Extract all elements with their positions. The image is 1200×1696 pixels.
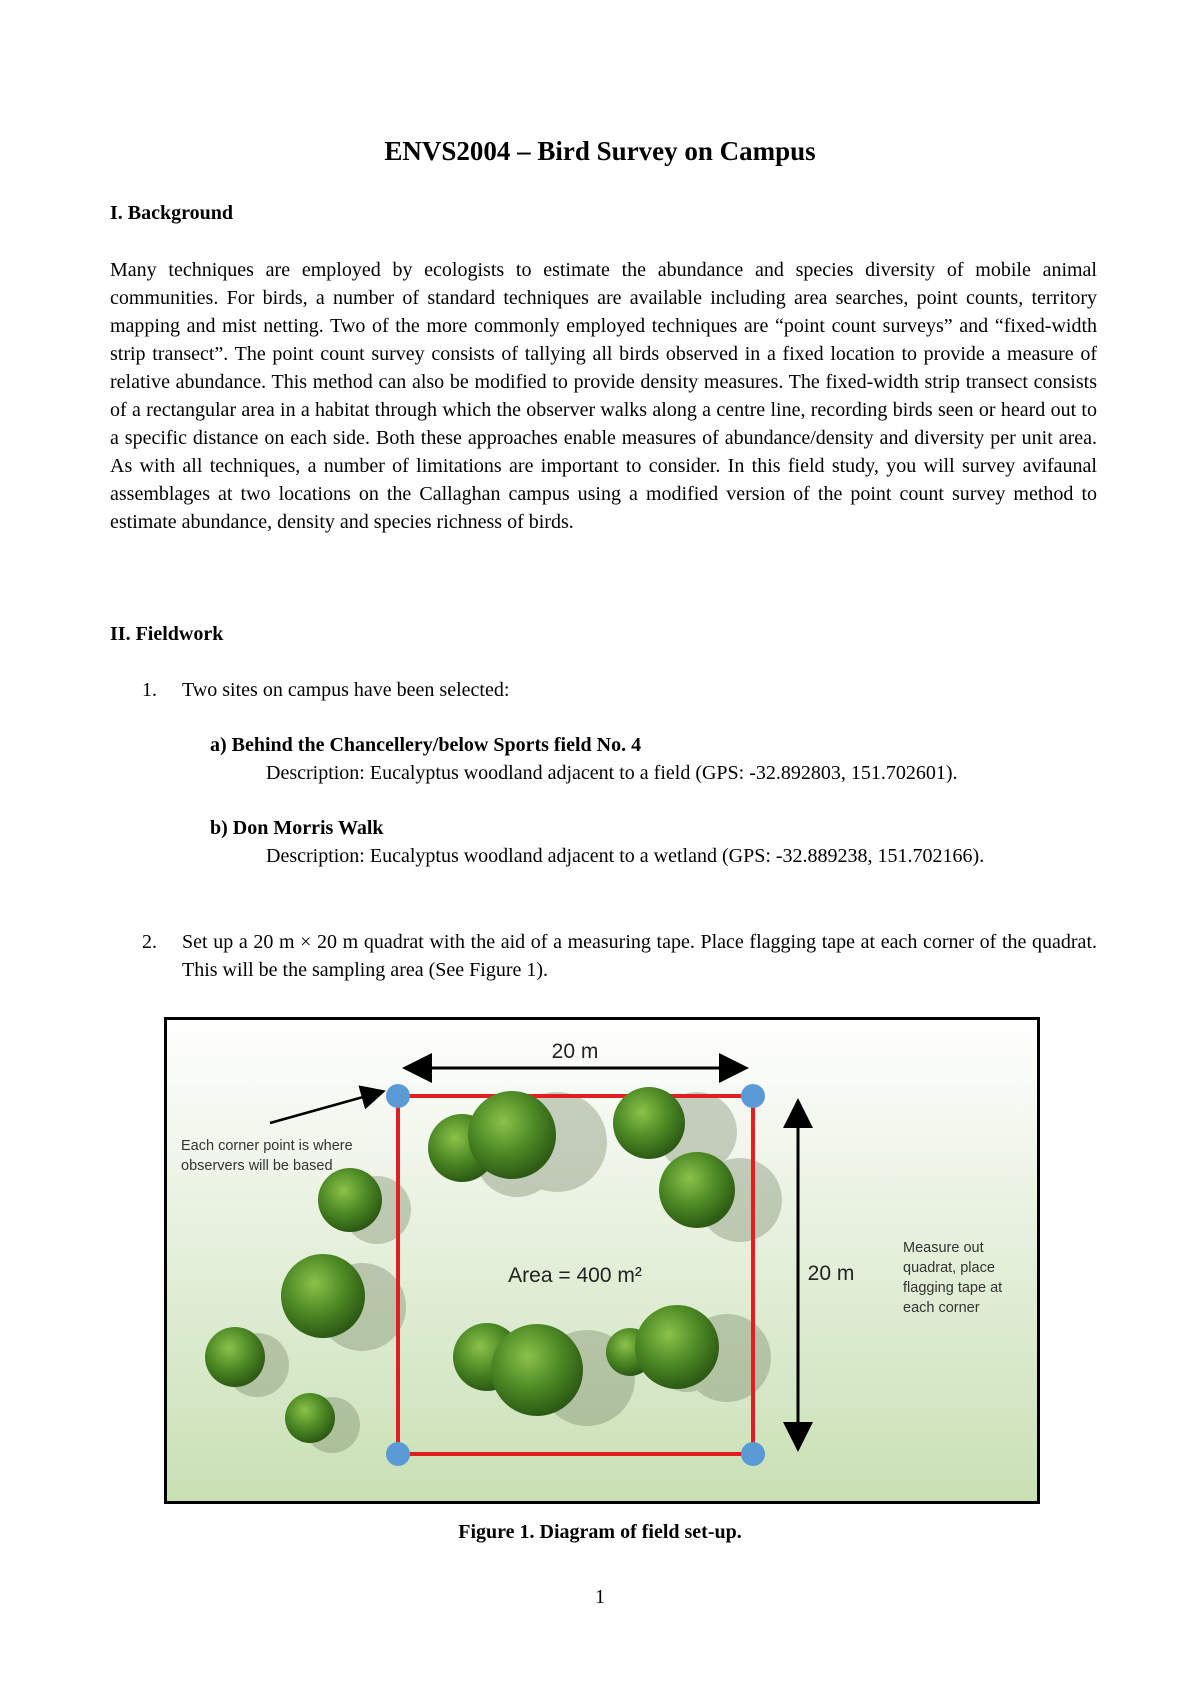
step-1-text: Two sites on campus have been selected: — [182, 679, 510, 701]
measure-note-line1: Measure out — [903, 1240, 984, 1256]
measure-note-line2: quadrat, place — [903, 1260, 995, 1276]
area-label: Area = 400 m² — [508, 1264, 642, 1287]
corner-note-line2: observers will be based — [181, 1158, 333, 1174]
diagram-svg — [167, 1020, 1037, 1501]
site-b-title: b) Don Morris Walk — [210, 817, 384, 839]
measure-note-line3: flagging tape at — [903, 1280, 1003, 1296]
section-heading-fieldwork: II. Fieldwork — [110, 623, 224, 645]
page-title: ENVS2004 – Bird Survey on Campus — [384, 136, 816, 166]
site-a-description: Description: Eucalyptus woodland adjacent to a field (GPS: -32.892803, 151.702601). — [266, 762, 958, 784]
tree-icon — [318, 1168, 382, 1232]
section-heading-background: I. Background — [110, 202, 234, 224]
step-2-text: Set up a 20 m × 20 m quadrat with the aid of a measuring tape. Place flagging tape at each corner of the quadrat. This will be the sampling area (See Figure 1). — [182, 931, 1097, 981]
site-a-title: a) Behind the Chancellery/below Sports field No. 4 — [210, 734, 642, 756]
corner-point-icon — [741, 1442, 765, 1466]
height-label: 20 m — [807, 1262, 855, 1285]
tree-icon — [635, 1305, 719, 1389]
corner-point-icon — [741, 1084, 765, 1108]
list-number-2: 2. — [142, 931, 157, 953]
background-paragraph: Many techniques are employed by ecologists to estimate the abundance and species diversity of mobile animal communities. For birds, a number of standard techniques are available including area searches, point counts, territory mapping and mist netting. Two of the more commonly employed techniques are “point count surveys” and “fixed-width strip transect”. The point count survey consists of tallying all birds observed in a fixed location to provide a measure of relative abundance. This method can also be modified to provide density measures. The fixed-width strip transect consists of a rectangular area in a habitat through which the observer walks along a centre line, recording birds seen or heard out to a specific distance on each side. Both these approaches enable measures of abundance/density and diversity per unit area. As with all techniques, a number of limitations are important to consider. In this field study, you will survey avifaunal assemblages at two locations on the Callaghan campus using a modified version of the point count survey method to estimate abundance, density and species richness of birds. — [110, 259, 1097, 533]
tree-icon — [491, 1324, 583, 1416]
measure-note-line4: each corner — [903, 1300, 980, 1316]
tree-icon — [613, 1087, 685, 1159]
corner-note-arrow — [270, 1092, 381, 1123]
corner-point-icon — [386, 1084, 410, 1108]
tree-icon — [285, 1393, 335, 1443]
site-b-description: Description: Eucalyptus woodland adjacent to a wetland (GPS: -32.889238, 151.702166). — [266, 845, 985, 867]
page-number: 1 — [595, 1586, 605, 1608]
field-setup-diagram — [164, 1017, 1040, 1504]
corner-note-line1: Each corner point is where — [181, 1138, 353, 1154]
tree-icon — [281, 1254, 365, 1338]
width-label: 20 m — [551, 1040, 599, 1063]
list-number-1: 1. — [142, 679, 157, 701]
tree-icon — [468, 1091, 556, 1179]
tree-icon — [205, 1327, 265, 1387]
tree-icon — [659, 1152, 735, 1228]
corner-point-icon — [386, 1442, 410, 1466]
figure-caption: Figure 1. Diagram of field set-up. — [458, 1521, 742, 1543]
